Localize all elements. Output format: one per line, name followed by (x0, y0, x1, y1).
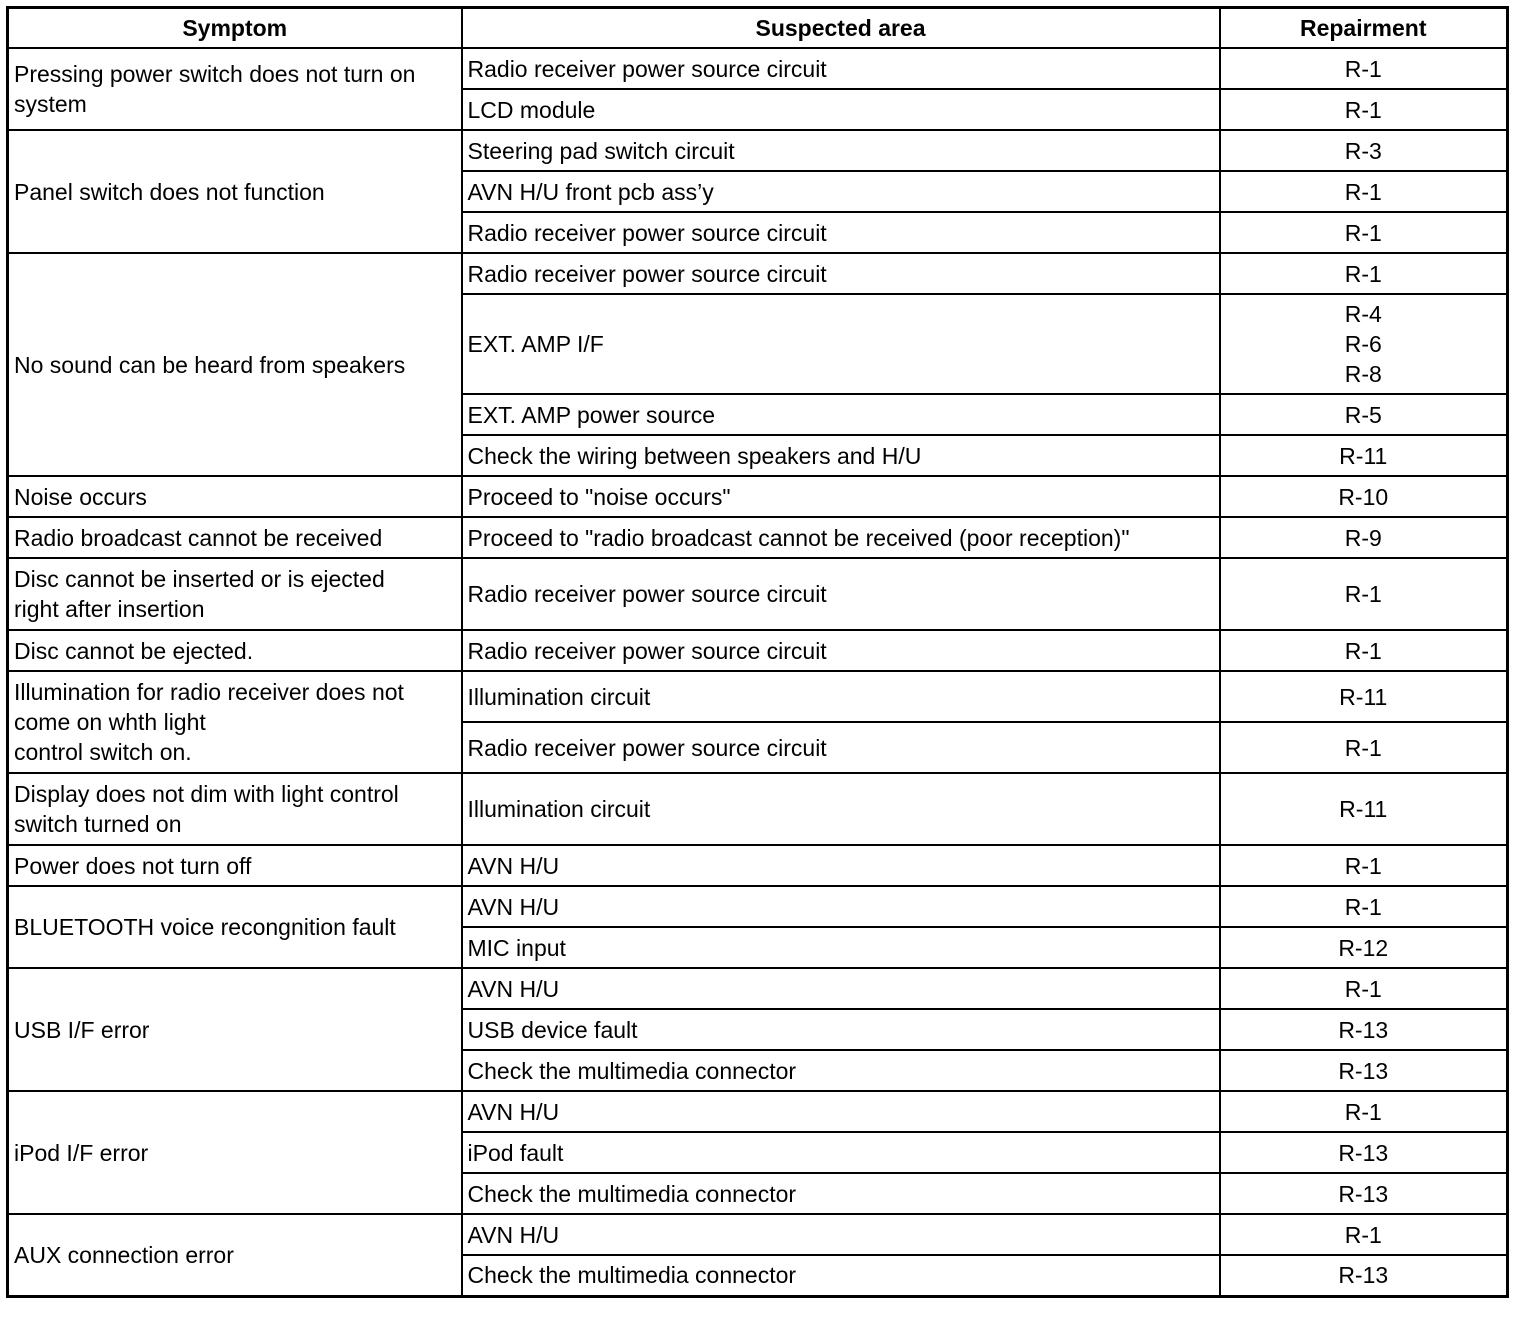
table-body (8, 48, 1508, 1296)
suspected-area-cell: Check the multimedia connector (462, 1255, 1220, 1296)
symptom-cell: iPod I/F error (8, 1091, 462, 1214)
symptom-cell: Disc cannot be inserted or is ejected right after insertion (8, 558, 462, 630)
header-repairment: Repairment (1220, 8, 1508, 49)
repairment-cell: R-12 (1220, 927, 1508, 968)
suspected-area-cell: Check the multimedia connector (462, 1050, 1220, 1091)
repairment-cell: R-1 (1220, 48, 1508, 89)
symptom-cell: Illumination for radio receiver does not come on whth light control switch on. (8, 671, 462, 773)
suspected-area-cell: USB device fault (462, 1009, 1220, 1050)
repairment-cell: R-5 (1220, 394, 1508, 435)
table-row (8, 630, 1508, 671)
repairment-cell: R-1 (1220, 968, 1508, 1009)
repairment-cell: R-1 (1220, 886, 1508, 927)
symptom-cell: Power does not turn off (8, 845, 462, 886)
repairment-cell: R-1 (1220, 212, 1508, 253)
symptom-cell: BLUETOOTH voice recongnition fault (8, 886, 462, 968)
repairment-cell: R-13 (1220, 1173, 1508, 1214)
table-row (8, 1214, 1508, 1255)
symptom-cell: USB I/F error (8, 968, 462, 1091)
table-row (8, 671, 1508, 722)
repairment-cell: R-1 (1220, 558, 1508, 630)
repairment-cell: R-13 (1220, 1132, 1508, 1173)
table-row (8, 48, 1508, 89)
symptom-cell: AUX connection error (8, 1214, 462, 1296)
table-row (8, 253, 1508, 294)
symptom-cell: Disc cannot be ejected. (8, 630, 462, 671)
suspected-area-cell: MIC input (462, 927, 1220, 968)
repairment-cell: R-10 (1220, 476, 1508, 517)
table-row (8, 968, 1508, 1009)
symptom-cell: Panel switch does not function (8, 130, 462, 253)
suspected-area-cell: Radio receiver power source circuit (462, 212, 1220, 253)
repairment-cell: R-11 (1220, 435, 1508, 476)
suspected-area-cell: AVN H/U (462, 845, 1220, 886)
table-row (8, 558, 1508, 630)
suspected-area-cell: Radio receiver power source circuit (462, 630, 1220, 671)
suspected-area-cell: LCD module (462, 89, 1220, 130)
table-row (8, 517, 1508, 558)
suspected-area-cell: Radio receiver power source circuit (462, 253, 1220, 294)
repairment-cell: R-1 (1220, 253, 1508, 294)
table-row (8, 1091, 1508, 1132)
troubleshooting-table (6, 6, 1509, 1298)
suspected-area-cell: AVN H/U (462, 968, 1220, 1009)
header-row (8, 8, 1508, 49)
suspected-area-cell: EXT. AMP I/F (462, 294, 1220, 394)
suspected-area-cell: Check the wiring between speakers and H/U (462, 435, 1220, 476)
repairment-cell: R-9 (1220, 517, 1508, 558)
suspected-area-cell: AVN H/U (462, 886, 1220, 927)
suspected-area-cell: AVN H/U (462, 1214, 1220, 1255)
repairment-cell: R-1 (1220, 722, 1508, 773)
table-row (8, 886, 1508, 927)
suspected-area-cell: Radio receiver power source circuit (462, 722, 1220, 773)
suspected-area-cell: Proceed to "noise occurs" (462, 476, 1220, 517)
repairment-cell: R-13 (1220, 1009, 1508, 1050)
table-row (8, 130, 1508, 171)
suspected-area-cell: Illumination circuit (462, 671, 1220, 722)
symptom-cell: No sound can be heard from speakers (8, 253, 462, 476)
table-row (8, 773, 1508, 845)
repairment-cell: R-1 (1220, 845, 1508, 886)
symptom-cell: Display does not dim with light control switch turned on (8, 773, 462, 845)
repairment-cell: R-3 (1220, 130, 1508, 171)
repairment-cell: R-1 (1220, 1091, 1508, 1132)
symptom-cell: Noise occurs (8, 476, 462, 517)
suspected-area-cell: Proceed to "radio broadcast cannot be received (poor reception)" (462, 517, 1220, 558)
suspected-area-cell: Check the multimedia connector (462, 1173, 1220, 1214)
suspected-area-cell: Radio receiver power source circuit (462, 48, 1220, 89)
table-row (8, 476, 1508, 517)
suspected-area-cell: iPod fault (462, 1132, 1220, 1173)
table-row (8, 845, 1508, 886)
repairment-cell: R-11 (1220, 773, 1508, 845)
repairment-cell: R-1 (1220, 630, 1508, 671)
symptom-cell: Radio broadcast cannot be received (8, 517, 462, 558)
repairment-cell: R-1 (1220, 1214, 1508, 1255)
suspected-area-cell: Steering pad switch circuit (462, 130, 1220, 171)
header-symptom: Symptom (8, 8, 462, 49)
suspected-area-cell: EXT. AMP power source (462, 394, 1220, 435)
repairment-cell: R-1 (1220, 171, 1508, 212)
suspected-area-cell: AVN H/U (462, 1091, 1220, 1132)
symptom-cell: Pressing power switch does not turn on system (8, 48, 462, 130)
suspected-area-cell: Illumination circuit (462, 773, 1220, 845)
suspected-area-cell: Radio receiver power source circuit (462, 558, 1220, 630)
repairment-cell: R-11 (1220, 671, 1508, 722)
repairment-cell: R-13 (1220, 1255, 1508, 1296)
repairment-cell: R-1 (1220, 89, 1508, 130)
repairment-cell: R-4 R-6 R-8 (1220, 294, 1508, 394)
repairment-cell: R-13 (1220, 1050, 1508, 1091)
suspected-area-cell: AVN H/U front pcb ass’y (462, 171, 1220, 212)
header-suspected-area: Suspected area (462, 8, 1220, 49)
